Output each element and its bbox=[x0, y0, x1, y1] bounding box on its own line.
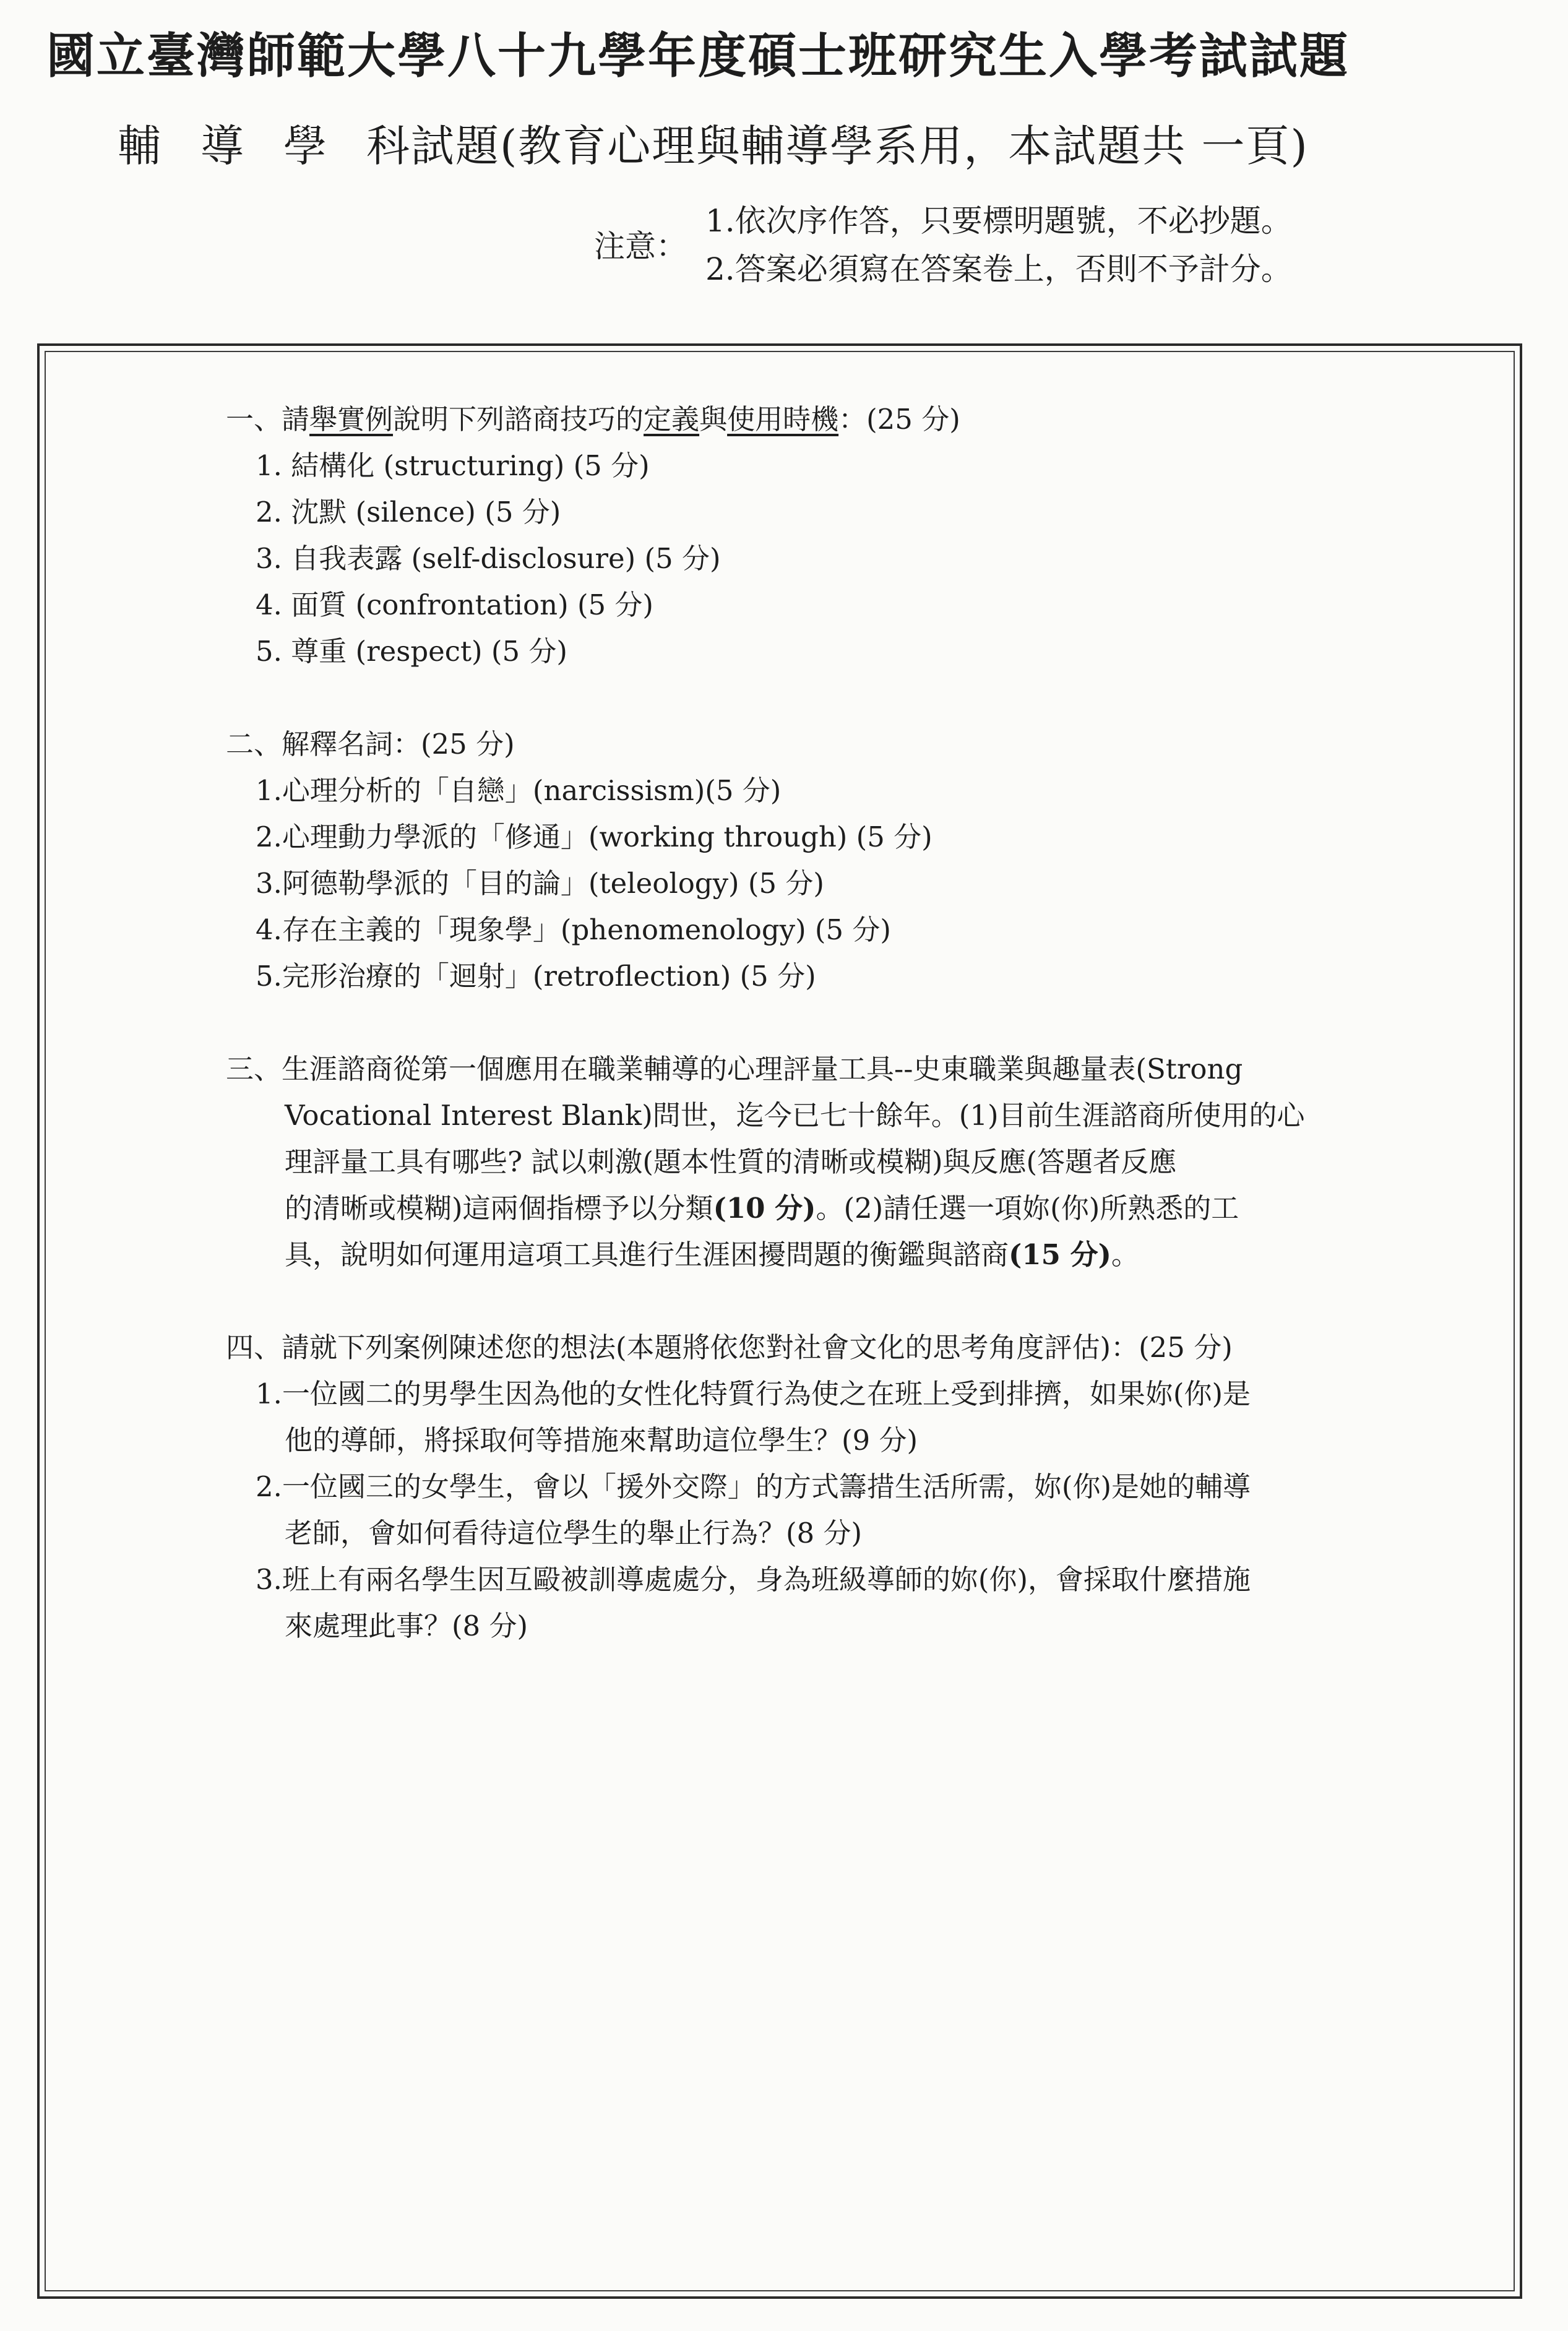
q2-item: 3.阿德勒學派的「目的論」(teleology) (5 分) bbox=[256, 867, 824, 900]
subtitle-rest: 科試題(教育心理與輔導學系用，本試題共 一頁) bbox=[366, 121, 1309, 171]
q1-item: 1. 結構化 (structuring) (5 分) bbox=[256, 449, 650, 482]
subject-name: 輔導學 bbox=[118, 121, 366, 171]
q4-item-1-line-1: 1.一位國二的男學生因為他的女性化特質行為使之在班上受到排擠，如果妳(你)是 bbox=[256, 1377, 1251, 1410]
q2-item: 5.完形治療的「迴射」(retroflection) (5 分) bbox=[256, 960, 816, 993]
q1-underline-examples: 舉實例 bbox=[309, 403, 394, 436]
q3-score-10: (10 分) bbox=[713, 1192, 816, 1225]
q4-item-3-line-1: 3.班上有兩名學生因互毆被訓導處處分，身為班級導師的妳(你)，會採取什麼措施 bbox=[256, 1563, 1251, 1596]
notice-block bbox=[594, 197, 1460, 296]
q2-item: 2.心理動力學派的「修通」(working through) (5 分) bbox=[256, 821, 933, 853]
q3-line-4: 的清晰或模糊)這兩個指標予以分類(10 分)。(2)請任選一項妳(你)所熟悉的工 bbox=[285, 1192, 1239, 1225]
question-content bbox=[226, 396, 1402, 1649]
spacer bbox=[226, 999, 1402, 1046]
notice-line-2: 2.答案必須寫在答案卷上，否則不予計分。 bbox=[705, 251, 1292, 287]
exam-subtitle bbox=[118, 111, 1479, 174]
q1-item: 3. 自我表露 (self-disclosure) (5 分) bbox=[256, 542, 721, 575]
q3-line-5: 具，說明如何運用這項工具進行生涯困擾問題的衡鑑與諮商(15 分)。 bbox=[285, 1238, 1139, 1271]
q3-line-2: Vocational Interest Blank)問世，迄今已七十餘年。(1)目前生涯諮商所使用的心 bbox=[285, 1099, 1305, 1132]
q2-item: 1.心理分析的「自戀」(narcissism)(5 分) bbox=[256, 774, 782, 807]
q1-item: 4. 面質 (confrontation) (5 分) bbox=[256, 588, 653, 621]
q1-heading: 一、請舉實例說明下列諮商技巧的定義與使用時機：(25 分) bbox=[226, 403, 960, 436]
spacer bbox=[226, 1278, 1402, 1324]
spacer bbox=[226, 674, 1402, 721]
q3-score-15: (15 分) bbox=[1009, 1238, 1111, 1271]
q4-item-2-line-2: 老師，會如何看待這位學生的舉止行為？(8 分) bbox=[285, 1517, 863, 1549]
q4-heading: 四、請就下列案例陳述您的想法(本題將依您對社會文化的思考角度評估)：(25 分) bbox=[226, 1331, 1233, 1364]
q1-underline-timing: 使用時機 bbox=[727, 403, 839, 436]
q2-heading: 二、解釋名詞：(25 分) bbox=[226, 728, 515, 760]
notice-line-1: 1.依次序作答，只要標明題號，不必抄題。 bbox=[705, 203, 1292, 239]
q1-item: 2. 沈默 (silence) (5 分) bbox=[256, 496, 561, 528]
q4-item-3-line-2: 來處理此事？(8 分) bbox=[285, 1609, 528, 1642]
q1-item: 5. 尊重 (respect) (5 分) bbox=[256, 635, 567, 668]
q4-item-2-line-1: 2.一位國三的女學生，會以「援外交際」的方式籌措生活所需，妳(你)是她的輔導 bbox=[256, 1470, 1251, 1503]
notice-label: 注意： bbox=[594, 228, 687, 264]
q4-item-1-line-2: 他的導師，將採取何等措施來幫助這位學生？(9 分) bbox=[285, 1424, 918, 1457]
exam-title: 國立臺灣師範大學八十九學年度碩士班研究生入學考試試題 bbox=[46, 28, 1350, 84]
q3-line-1: 三、生涯諮商從第一個應用在職業輔導的心理評量工具--史東職業與趣量表(Strong bbox=[226, 1053, 1243, 1085]
notice-lines bbox=[705, 197, 1292, 293]
q2-item: 4.存在主義的「現象學」(phenomenology) (5 分) bbox=[256, 913, 891, 946]
q3-line-3: 理評量工具有哪些? 試以刺激(題本性質的清晰或模糊)與反應(答題者反應 bbox=[285, 1145, 1177, 1178]
q1-underline-definition: 定義 bbox=[644, 403, 700, 436]
